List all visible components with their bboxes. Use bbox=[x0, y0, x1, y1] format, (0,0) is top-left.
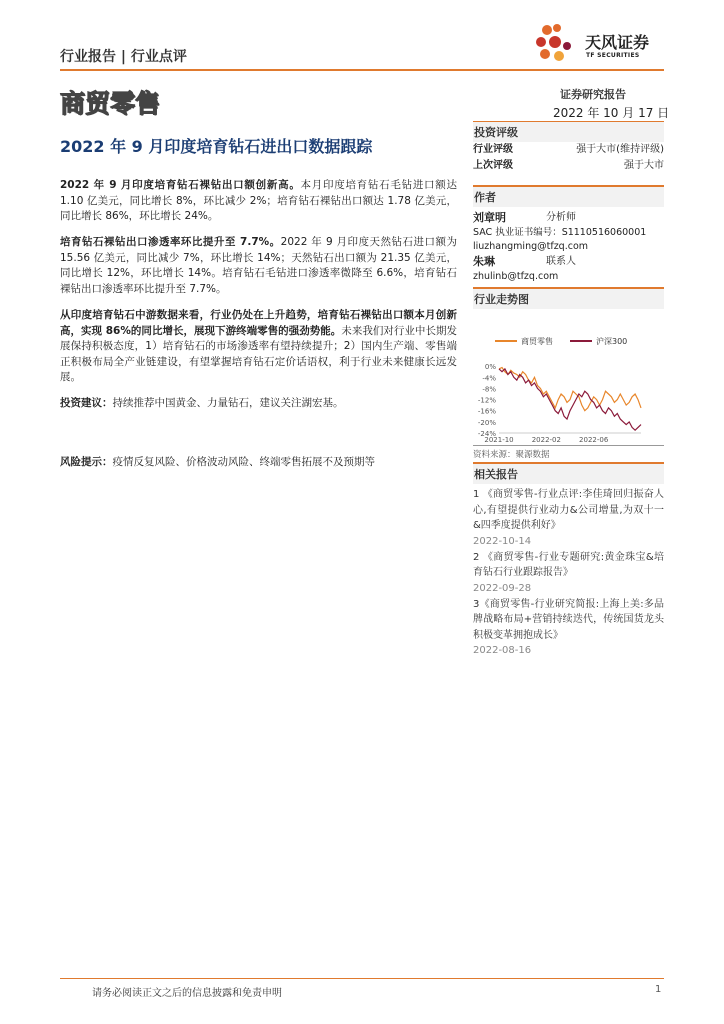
y-tick-label: -16% bbox=[477, 407, 496, 416]
paragraph-text: 疫情反复风险、价格波动风险、终端零售拓展不及预期等 bbox=[112, 456, 375, 468]
trend-chart bbox=[473, 313, 664, 443]
chart-section-title: 行业走势图 bbox=[473, 287, 664, 309]
related-report-link[interactable]: 2 《商贸零售-行业专题研究:黄金珠宝&培育钻石行业跟踪报告》 bbox=[473, 551, 664, 578]
related-reports-panel bbox=[473, 462, 664, 659]
previous-rating-value: 强于大市 bbox=[624, 160, 664, 171]
paragraph-summary bbox=[60, 178, 457, 225]
y-tick-label: 0% bbox=[484, 363, 496, 372]
report-title: 2022 年 9 月印度培育钻石进出口数据跟踪 bbox=[60, 137, 373, 156]
rating-panel bbox=[473, 122, 664, 174]
footer-disclaimer[interactable]: 请务必阅读正文之后的信息披露和免责申明 bbox=[92, 988, 282, 999]
author-row bbox=[473, 254, 664, 270]
page-number: 1 bbox=[655, 984, 662, 995]
related-list bbox=[473, 487, 664, 659]
previous-rating-label: 上次评级 bbox=[473, 160, 513, 171]
author-role: 联系人 bbox=[546, 256, 576, 267]
paragraph-investment bbox=[60, 396, 457, 412]
chart-source: 资料来源：聚源数据 bbox=[473, 445, 664, 462]
related-section-title: 相关报告 bbox=[473, 462, 664, 484]
related-report-link[interactable]: 1 《商贸零售-行业点评:李佳琦回归振奋人心,有望提供行业动力&公司增量,为双十一&四季度提供利好》 bbox=[473, 489, 664, 531]
logo-english: TF SECURITIES bbox=[586, 52, 640, 59]
industry-title: 商贸零售 bbox=[60, 89, 161, 118]
related-report-date: 2022-08-16 bbox=[473, 645, 532, 656]
author-role: 分析师 bbox=[546, 212, 576, 223]
y-tick-label: -8% bbox=[482, 385, 496, 394]
author-cert: SAC 执业证书编号：S1110516060001 bbox=[473, 227, 647, 238]
series-line bbox=[499, 368, 641, 411]
logo-flower-icon bbox=[533, 20, 583, 68]
paragraph-text: 本月印度培育钻石毛钻进口额达 1.10 亿美元，同比增长 8%，环比减少 2%；培育钻石裸钻出口额达 1.78 亿美元，同比增长 86%，环比增长 24%。 bbox=[60, 179, 458, 222]
author-name: 刘章明 bbox=[473, 211, 506, 224]
previous-rating-row bbox=[473, 158, 664, 174]
paragraph-text: 2022 年 9 月印度天然钻石进口额为 15.56 亿美元，同比减少 7%，环比增长 14%；天然钻石出口额为 21.35 亿美元，同比增长 12%，环比增长 14%。培育钻石毛钻进口渗透率微降至 6.6%，培育钻石裸钻出口渗透率环比提升至 7.7%。 bbox=[60, 236, 458, 295]
paragraph-text: 持续推荐中国黄金、力量钻石，建议关注湖宏基。 bbox=[112, 397, 344, 409]
industry-rating-value: 强于大市(维持评级) bbox=[576, 144, 664, 155]
related-report-date: 2022-09-28 bbox=[473, 582, 532, 594]
logo-text: 天风证券 bbox=[585, 33, 650, 52]
report-date: 2022 年 10 月 17 日 bbox=[553, 106, 670, 120]
paragraph-lead: 2022 年 9 月印度培育钻石裸钻出口额创新高。 bbox=[60, 179, 301, 191]
paragraph-lead: 风险提示： bbox=[60, 456, 113, 468]
paragraph-lead: 从印度培育钻石中游数据来看，行业仍处在上升趋势，培育钻石裸钻出口额本月创新高，实现 86%的同比增长，展现下游终端零售的强劲势能。 bbox=[60, 309, 457, 337]
industry-rating-row bbox=[473, 142, 664, 158]
paragraph-outlook bbox=[60, 308, 457, 386]
x-tick-label: 2022-06 bbox=[579, 436, 609, 443]
authors-section-title: 作者 bbox=[473, 185, 664, 207]
author-email[interactable]: liuzhangming@tfzq.com bbox=[473, 241, 589, 252]
y-tick-label: -24% bbox=[477, 430, 496, 438]
report-category: 行业报告 | 行业点评 bbox=[60, 49, 187, 65]
author-row bbox=[473, 210, 664, 226]
x-tick-label: 2021-10 bbox=[484, 436, 514, 443]
paragraph-text: 未来我们对行业中长期发展保持积极态度，1）培育钻石的市场渗透率有望持续提升；2）国内生产端、零售端正积极布局全产业链建设，有望掌握培育钻石定价话语权，利于行业未来健康长远发展。 bbox=[60, 324, 457, 383]
industry-rating-label: 行业评级 bbox=[473, 144, 513, 155]
paragraph-lead: 培育钻石裸钻出口渗透率环比提升至 7.7%。 bbox=[60, 236, 281, 248]
legend-label: 商贸零售 bbox=[521, 337, 553, 346]
footer-divider bbox=[60, 978, 664, 979]
legend-label: 沪深300 bbox=[596, 337, 628, 346]
header-divider bbox=[60, 69, 664, 71]
y-tick-label: -20% bbox=[477, 418, 496, 427]
author-name: 朱琳 bbox=[473, 255, 495, 268]
report-type: 证券研究报告 bbox=[560, 88, 626, 101]
rating-section-title: 投资评级 bbox=[473, 122, 664, 142]
trend-chart-panel bbox=[473, 287, 664, 462]
y-tick-label: -12% bbox=[477, 396, 496, 405]
author-email[interactable]: zhulinb@tfzq.com bbox=[473, 271, 559, 282]
authors-panel bbox=[473, 185, 664, 284]
y-tick-label: -4% bbox=[482, 374, 496, 383]
x-tick-label: 2022-02 bbox=[531, 436, 561, 443]
paragraph-lead: 投资建议： bbox=[60, 397, 113, 409]
paragraph-penetration bbox=[60, 235, 457, 297]
related-report-link[interactable]: 3《商贸零售-行业研究简报:上海上美:多品牌战略布局+营销持续迭代，传统国货龙头积极变革拥抱成长》 bbox=[473, 598, 664, 641]
paragraph-risk bbox=[60, 455, 457, 471]
related-report-date: 2022-10-14 bbox=[473, 535, 532, 547]
